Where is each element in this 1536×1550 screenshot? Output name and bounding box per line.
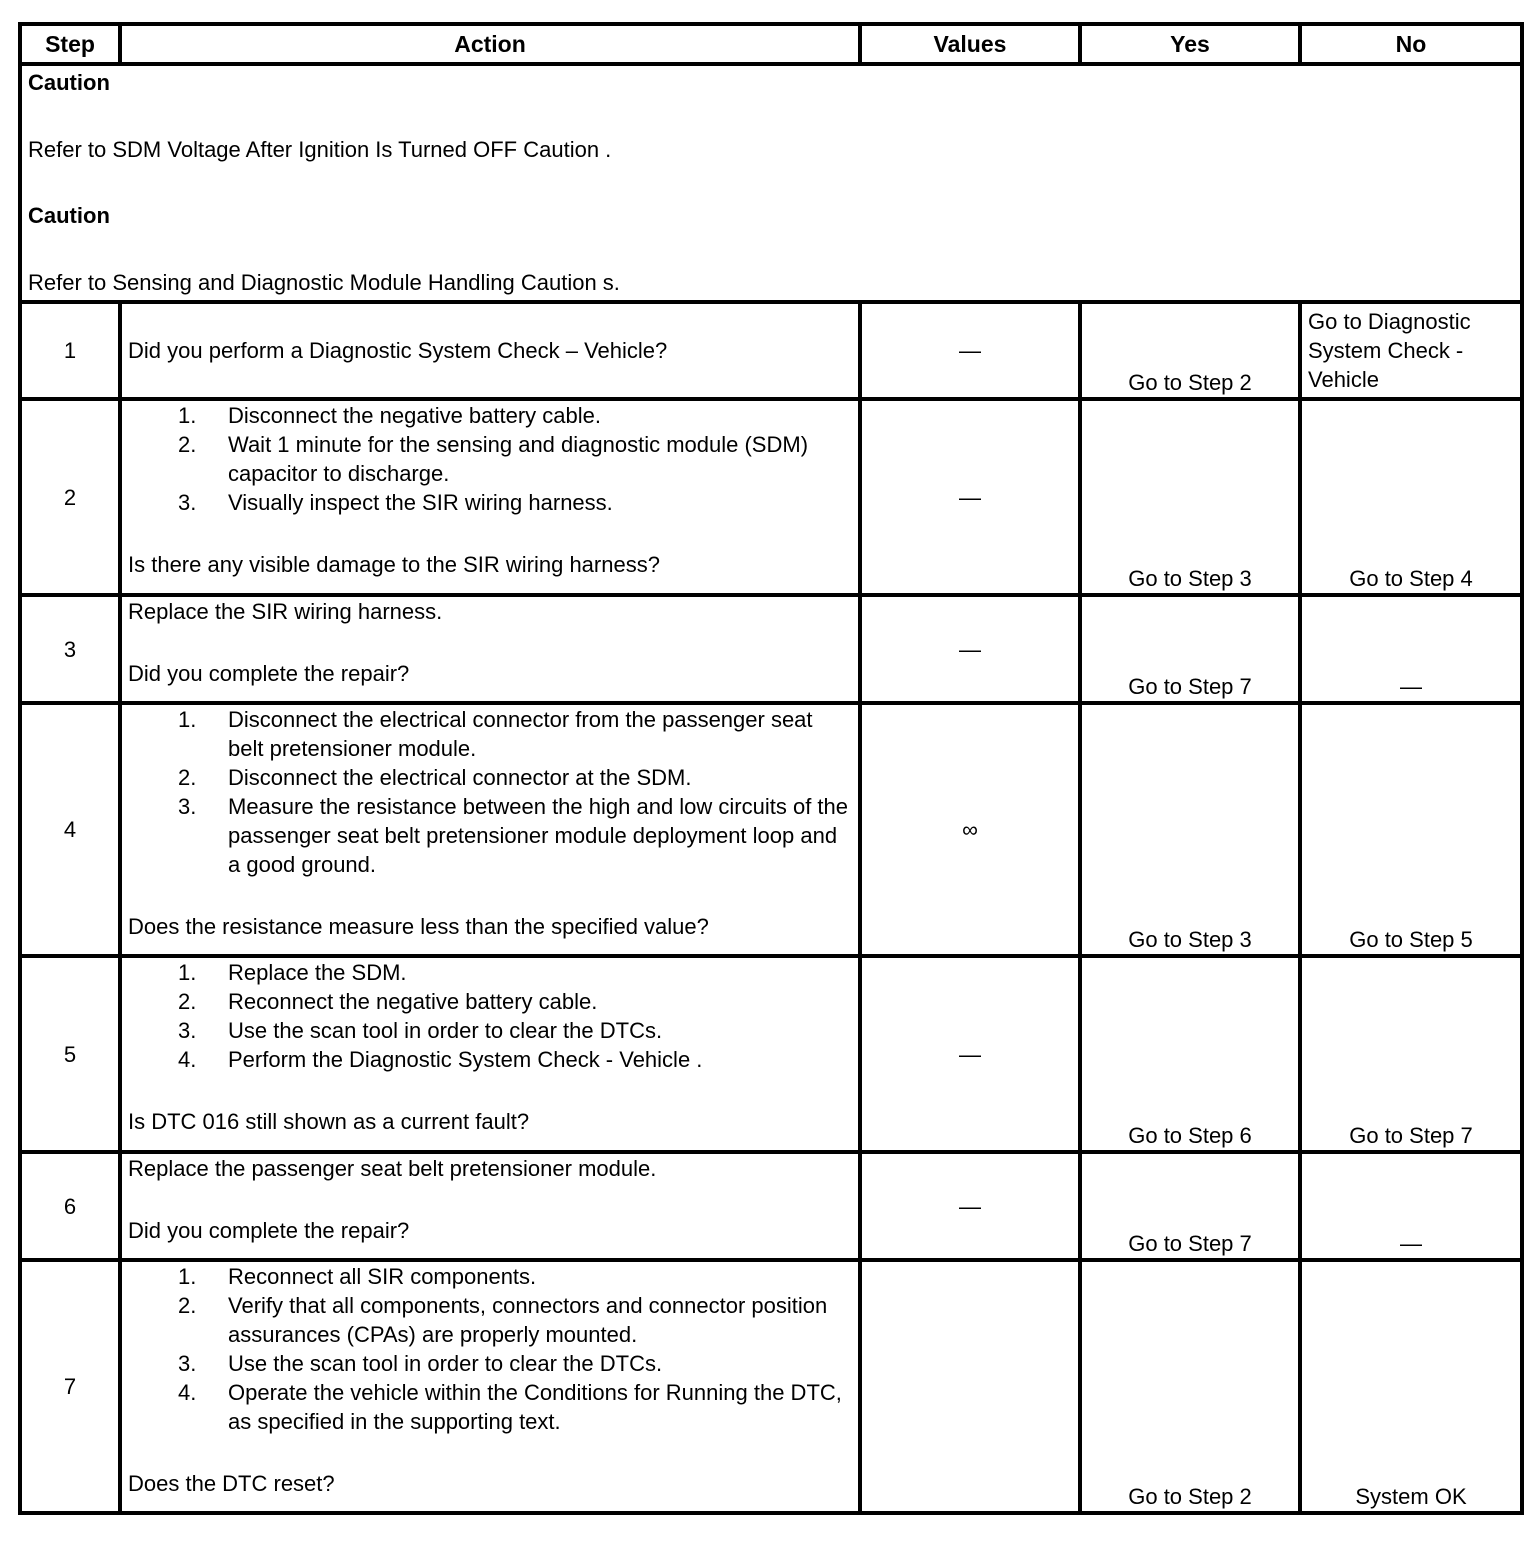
yes-cell: Go to Step 6 — [1080, 956, 1300, 1152]
action-steps — [128, 1262, 852, 1436]
no-cell: — — [1300, 1152, 1522, 1260]
step-number: 2 — [20, 399, 120, 595]
value-cell: — — [860, 399, 1080, 595]
no-cell: Go to Step 5 — [1300, 703, 1522, 956]
yes-cell: Go to Step 7 — [1080, 1152, 1300, 1260]
step-number: 1 — [20, 302, 120, 399]
step-number: 4 — [20, 703, 120, 956]
caution-title: Caution — [28, 203, 110, 228]
action-question: Did you perform a Diagnostic System Check – Vehicle? — [128, 338, 668, 363]
list-item: 4. Operate the vehicle within the Conditions for Running the DTC, as specified in the supporting text. — [178, 1380, 842, 1434]
value-cell: — — [860, 595, 1080, 703]
header-yes: Yes — [1080, 24, 1300, 64]
header-step: Step — [20, 24, 120, 64]
list-item: 2. Wait 1 minute for the sensing and diagnostic module (SDM) capacitor to discharge. — [178, 432, 809, 486]
no-cell: System OK — [1300, 1260, 1522, 1513]
table-row — [20, 1260, 1522, 1513]
action-question: Is DTC 016 still shown as a current fault? — [128, 1109, 530, 1134]
action-cell — [120, 595, 860, 703]
step-number: 5 — [20, 956, 120, 1152]
action-cell — [120, 956, 860, 1152]
no-cell: Go to Step 7 — [1300, 956, 1522, 1152]
value-cell: — — [860, 302, 1080, 399]
table-row — [20, 703, 1522, 956]
list-item: 1. Disconnect the electrical connector from the passenger seat belt pretensioner module. — [178, 707, 813, 761]
action-question: Did you complete the repair? — [128, 1218, 410, 1243]
list-item: 1. Reconnect all SIR components. — [178, 1264, 537, 1289]
value-cell: — — [860, 1152, 1080, 1260]
list-item: 3. Visually inspect the SIR wiring harness. — [178, 490, 613, 515]
list-item: 3. Use the scan tool in order to clear the DTCs. — [178, 1018, 663, 1043]
table-row — [20, 1152, 1522, 1260]
step-number: 3 — [20, 595, 120, 703]
header-no: No — [1300, 24, 1522, 64]
yes-cell: Go to Step 2 — [1080, 302, 1300, 399]
action-intro: Replace the passenger seat belt pretensioner module. — [128, 1156, 657, 1181]
diagnostic-table — [18, 22, 1524, 1515]
table-row — [20, 399, 1522, 595]
caution-text: Refer to Sensing and Diagnostic Module Handling Caution s. — [28, 270, 620, 295]
action-steps — [128, 958, 852, 1074]
action-question: Does the resistance measure less than the specified value? — [128, 914, 709, 939]
no-cell: Go to Step 4 — [1300, 399, 1522, 595]
header-values: Values — [860, 24, 1080, 64]
caution-cell — [20, 64, 1522, 302]
list-item: 2. Verify that all components, connectors and connector position assurances (CPAs) are properly mounted. — [178, 1293, 828, 1347]
action-cell — [120, 1260, 860, 1513]
yes-cell: Go to Step 7 — [1080, 595, 1300, 703]
step-number: 7 — [20, 1260, 120, 1513]
action-cell — [120, 302, 860, 399]
list-item: 2. Reconnect the negative battery cable. — [178, 989, 598, 1014]
value-cell: ∞ — [860, 703, 1080, 956]
table-row — [20, 956, 1522, 1152]
step-number: 6 — [20, 1152, 120, 1260]
yes-cell: Go to Step 2 — [1080, 1260, 1300, 1513]
header-action: Action — [120, 24, 860, 64]
action-question: Is there any visible damage to the SIR wiring harness? — [128, 552, 660, 577]
no-cell: — — [1300, 595, 1522, 703]
action-cell — [120, 703, 860, 956]
no-cell: Go to Diagnostic System Check - Vehicle — [1300, 302, 1522, 399]
action-intro: Replace the SIR wiring harness. — [128, 599, 443, 624]
action-question: Does the DTC reset? — [128, 1471, 335, 1496]
value-cell — [860, 1260, 1080, 1513]
yes-cell: Go to Step 3 — [1080, 399, 1300, 595]
table-row — [20, 595, 1522, 703]
action-question: Did you complete the repair? — [128, 661, 410, 686]
list-item: 3. Use the scan tool in order to clear the DTCs. — [178, 1351, 663, 1376]
caution-title: Caution — [28, 70, 110, 95]
action-steps — [128, 705, 852, 879]
caution-row — [20, 64, 1522, 302]
caution-text: Refer to SDM Voltage After Ignition Is Turned OFF Caution . — [28, 137, 612, 162]
action-steps — [128, 401, 852, 517]
value-cell: — — [860, 956, 1080, 1152]
action-cell — [120, 1152, 860, 1260]
list-item: 3. Measure the resistance between the high and low circuits of the passenger seat belt pretensioner module deployment loop and a good ground. — [178, 794, 849, 877]
table-row — [20, 302, 1522, 399]
list-item: 1. Replace the SDM. — [178, 960, 407, 985]
list-item: 1. Disconnect the negative battery cable. — [178, 403, 602, 428]
header-row — [20, 24, 1522, 64]
list-item: 4. Perform the Diagnostic System Check - Vehicle . — [178, 1047, 703, 1072]
action-cell — [120, 399, 860, 595]
list-item: 2. Disconnect the electrical connector at the SDM. — [178, 765, 692, 790]
yes-cell: Go to Step 3 — [1080, 703, 1300, 956]
